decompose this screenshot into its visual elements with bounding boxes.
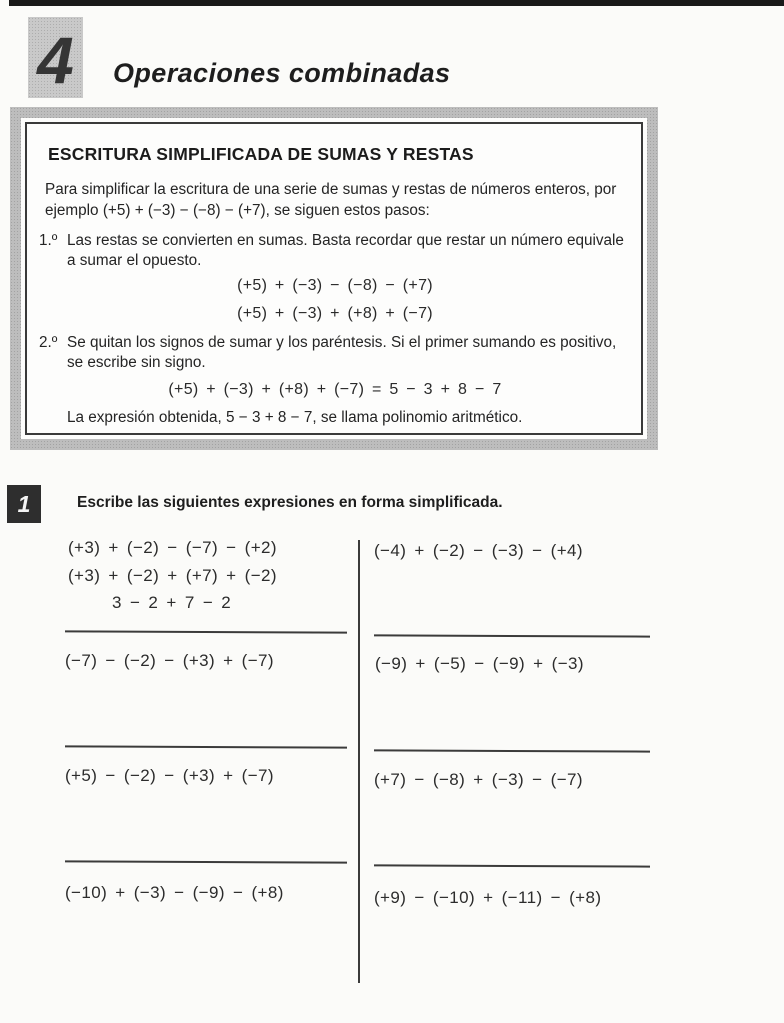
- exercise-number: 1: [17, 490, 31, 517]
- answer-line: [374, 634, 650, 637]
- expression-right-3: (+7) − (−8) + (−3) − (−7): [374, 770, 583, 789]
- step-2-text: Se quitan los signos de sumar y los paréntesis. Si el primer sumando es positivo, se escribe sin signo.: [67, 334, 617, 371]
- exercise-number-badge: [7, 485, 41, 523]
- answer-line: [65, 745, 347, 748]
- step-1-text: Las restas se convierten en sumas. Basta recordar que restar un número equivale a sumar el opuesto.: [67, 232, 624, 269]
- unit-number-badge: [28, 17, 83, 98]
- expression-right-4: (+9) − (−10) + (−11) − (+8): [374, 888, 602, 907]
- step-1: [39, 231, 625, 271]
- expression-left-1-step: (+3) + (−2) + (+7) + (−2): [68, 566, 277, 585]
- answer-line: [374, 749, 650, 752]
- answer-line: [65, 630, 347, 633]
- expression-left-1-original: (+3) + (−2) − (−7) − (+2): [68, 538, 277, 557]
- top-rule: [9, 0, 784, 6]
- expression-left-3: (+5) − (−2) − (+3) + (−7): [65, 766, 274, 785]
- exercise-instruction: Escribe las siguientes expresiones en forma simplificada.: [77, 494, 503, 511]
- expression-right-1: (−4) + (−2) − (−3) − (+4): [374, 541, 583, 560]
- answer-line: [374, 864, 650, 867]
- info-box-intro: Para simplificar la escritura de una serie de sumas y restas de números enteros, por ejemplo (+5) + (−3) − (−8) − (+7), se siguen estos pasos:: [45, 181, 617, 219]
- unit-title: Operaciones combinadas: [113, 58, 451, 88]
- equation-line: (+5) + (−3) + (+8) + (−7) = 5 − 3 + 8 − 7: [168, 381, 502, 398]
- column-divider: [358, 540, 360, 983]
- expression-right-2: (−9) + (−5) − (−9) + (−3): [375, 654, 584, 673]
- conclusion-text: La expresión obtenida, 5 − 3 + 8 − 7, se llama polinomio aritmético.: [67, 409, 523, 426]
- answer-line: [65, 860, 347, 863]
- expression-left-4: (−10) + (−3) − (−9) − (+8): [65, 883, 284, 902]
- info-box-heading: ESCRITURA SIMPLIFICADA DE SUMAS Y RESTAS: [48, 144, 474, 164]
- step-2-marker: 2.º: [39, 334, 58, 351]
- expression-left-1-simplified: 3 − 2 + 7 − 2: [112, 593, 232, 612]
- equation-line: (+5) + (−3) + (+8) + (−7): [237, 305, 433, 322]
- expression-left-2: (−7) − (−2) − (+3) + (−7): [65, 651, 274, 670]
- info-box: [10, 107, 658, 450]
- step-1-marker: 1.º: [39, 232, 58, 249]
- step-2: [39, 333, 625, 373]
- unit-number: 4: [37, 22, 74, 97]
- equation-line: (+5) + (−3) − (−8) − (+7): [237, 277, 433, 294]
